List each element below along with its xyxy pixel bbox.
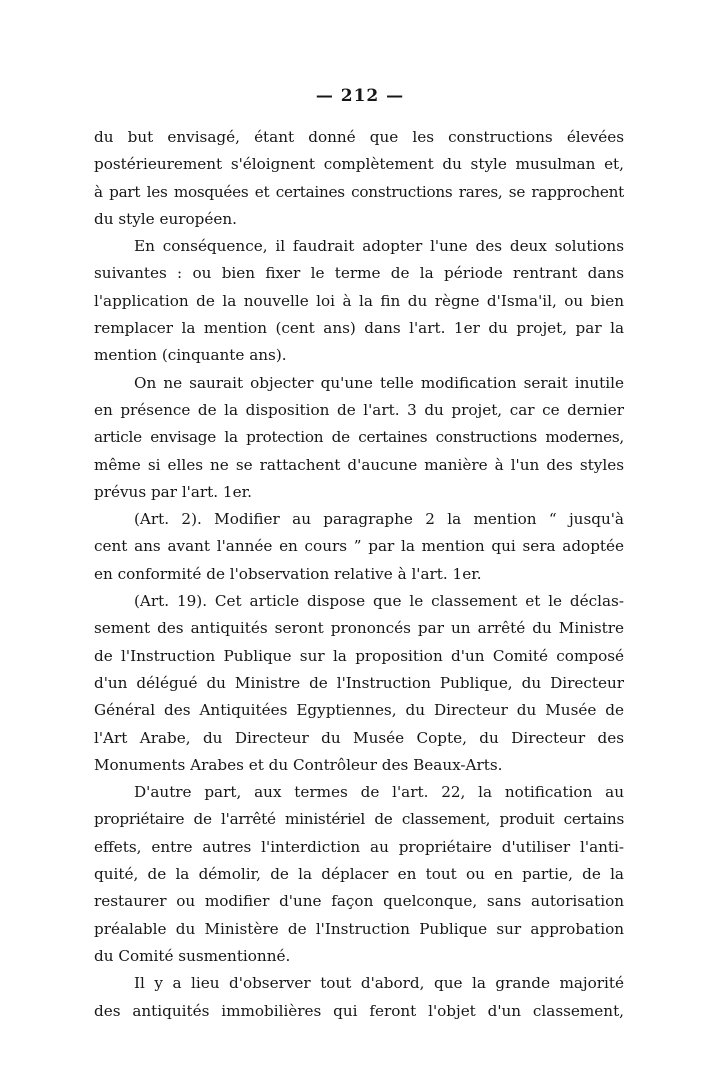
paragraph-5 xyxy=(94,588,624,779)
text-line: du Comité susmentionné. xyxy=(94,946,291,965)
text-line: Monuments Arabes et du Contrôleur des Beaux-Arts. xyxy=(94,755,503,774)
text-line: en présence de la disposition de l'art. 3 du projet, car ce dernier xyxy=(94,400,624,419)
text-line: suivantes : ou bien fixer le terme de la période rentrant dans xyxy=(94,264,624,283)
text-line: d'un délégué du Ministre de l'Instruction Publique, du Directeur xyxy=(94,673,624,692)
text-line: à part les mosquées et certaines constructions rares, se rapprochent xyxy=(94,182,624,201)
text-line: l'application de la nouvelle loi à la fin du règne d'Isma'il, ou bien xyxy=(94,291,624,310)
paragraph-2 xyxy=(94,233,624,369)
paragraph-1 xyxy=(94,124,624,233)
paragraph-3 xyxy=(94,370,624,506)
text-line: prévus par l'art. 1er. xyxy=(94,482,252,501)
text-line: Il y a lieu d'observer tout d'abord, que la grande majorité xyxy=(134,974,624,993)
paragraph-6 xyxy=(94,779,624,970)
text-line: (Art. 19). Cet article dispose que le classement et le déclas- xyxy=(134,592,624,611)
text-line: (Art. 2). Modifier au paragraphe 2 la mention “ jusqu'à xyxy=(134,510,624,529)
text-line: restaurer ou modifier d'une façon quelconque, sans autorisation xyxy=(94,892,624,911)
text-line: En conséquence, il faudrait adopter l'une des deux solutions xyxy=(134,237,624,256)
text-line: quité, de la démolir, de la déplacer en tout ou en partie, de la xyxy=(94,865,624,884)
paragraph-7 xyxy=(94,970,624,1025)
text-line: On ne saurait objecter qu'une telle modification serait inutile xyxy=(134,373,624,392)
text-line: en conformité de l'observation relative à l'art. 1er. xyxy=(94,564,482,583)
text-line: effets, entre autres l'interdiction au propriétaire d'utiliser l'anti- xyxy=(94,837,624,856)
text-line: du but envisagé, étant donné que les constructions élevées xyxy=(94,128,624,146)
text-line: postérieurement s'éloignent complètement du style musulman et, xyxy=(94,155,624,174)
text-line: mention (cinquante ans). xyxy=(94,346,287,365)
text-line: même si elles ne se rattachent d'aucune manière à l'un des styles xyxy=(94,455,624,474)
text-line: remplacer la mention (cent ans) dans l'art. 1er du projet, par la xyxy=(94,319,624,338)
text-line: article envisage la protection de certaines constructions modernes, xyxy=(94,428,624,447)
text-line: D'autre part, aux termes de l'art. 22, la notification au xyxy=(134,783,624,802)
text-line: des antiquités immobilières qui feront l'objet d'un classement, xyxy=(94,1001,624,1020)
text-line: Général des Antiquitées Egyptiennes, du Directeur du Musée de xyxy=(94,701,624,720)
page-number: — 212 — xyxy=(315,86,405,106)
text-line: propriétaire de l'arrêté ministériel de classement, produit certains xyxy=(94,810,624,829)
text-line: cent ans avant l'année en cours ” par la mention qui sera adoptée xyxy=(94,537,624,556)
text-line: préalable du Ministère de l'Instruction Publique sur approbation xyxy=(94,919,624,938)
text-line: de l'Instruction Publique sur la proposition d'un Comité composé xyxy=(94,646,624,665)
text-line: l'Art Arabe, du Directeur du Musée Copte, du Directeur des xyxy=(94,728,624,747)
text-line: sement des antiquités seront prononcés par un arrêté du Ministre xyxy=(94,619,624,638)
paragraph-4 xyxy=(94,506,624,588)
text-line: du style européen. xyxy=(94,209,237,228)
body-text xyxy=(94,124,624,1025)
